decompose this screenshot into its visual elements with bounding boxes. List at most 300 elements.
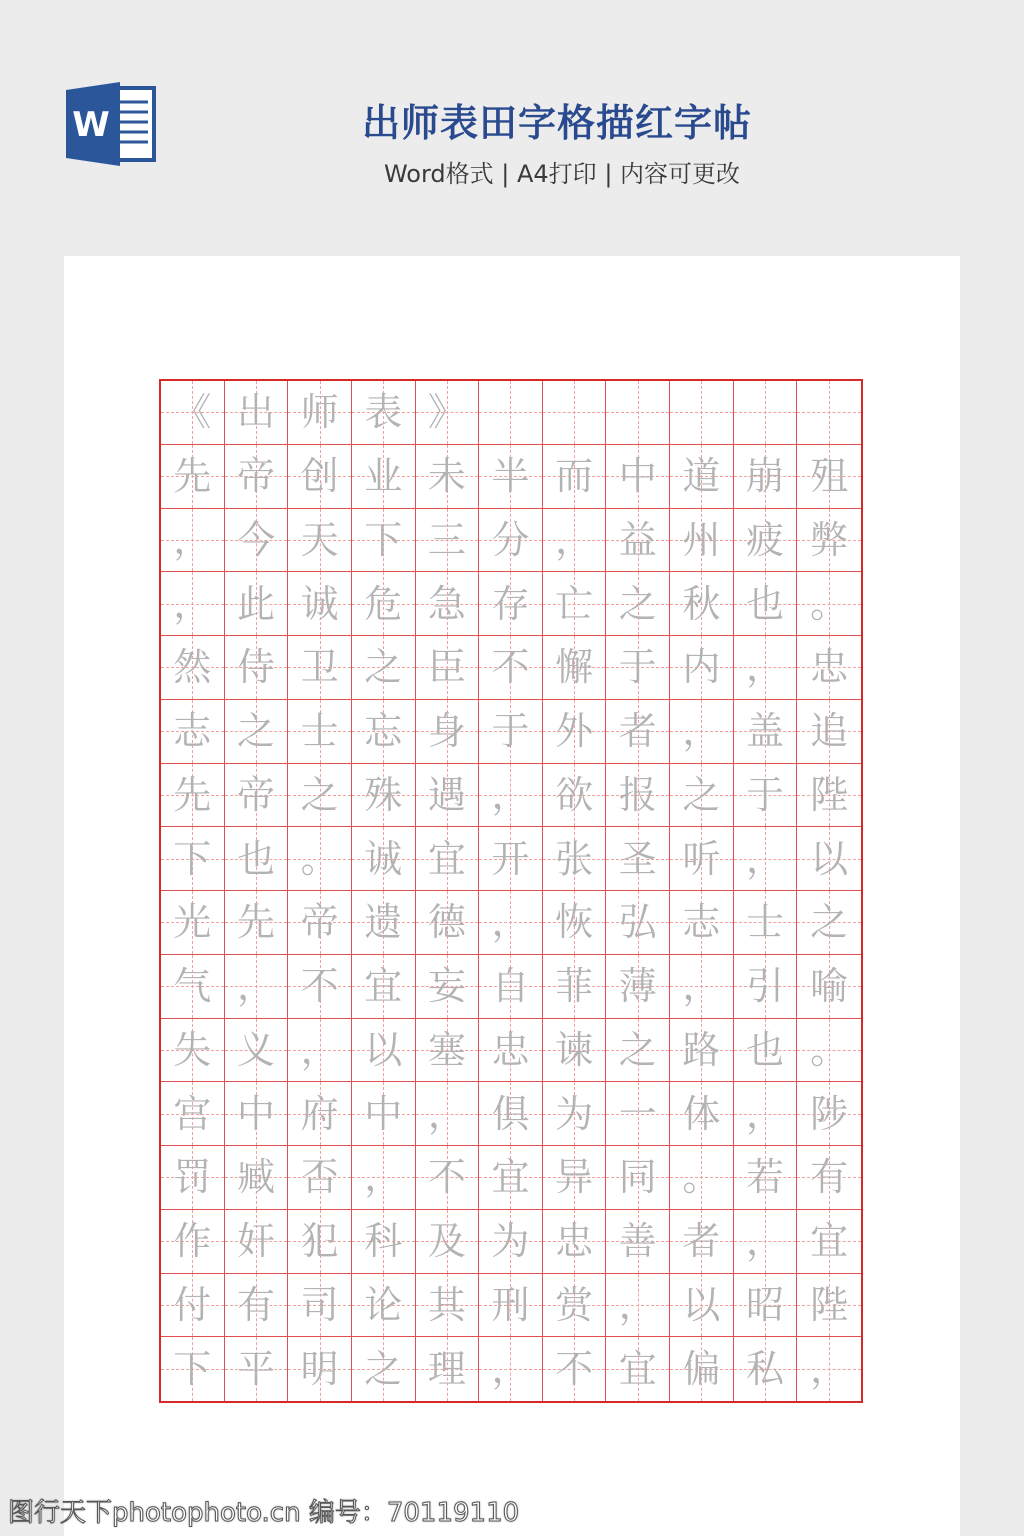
trace-character: 追 <box>810 709 849 754</box>
grid-cell <box>543 636 607 700</box>
grid-cell <box>670 1082 734 1146</box>
grid-cell <box>606 572 670 636</box>
grid-cell <box>543 1019 607 1083</box>
trace-character: 先 <box>236 900 275 945</box>
grid-cell <box>670 1019 734 1083</box>
grid-cell <box>670 1337 734 1401</box>
trace-character: 而 <box>555 454 594 499</box>
grid-cell <box>288 700 352 764</box>
trace-character: 若 <box>746 1155 785 1200</box>
grid-cell <box>670 1146 734 1210</box>
grid-cell <box>734 891 798 955</box>
grid-cell <box>225 827 289 891</box>
trace-character: 不 <box>427 1155 466 1200</box>
grid-cell <box>352 445 416 509</box>
trace-character: 忠 <box>491 1027 530 1072</box>
trace-character: 妄 <box>427 964 466 1009</box>
grid-cell <box>479 891 543 955</box>
trace-character: 疲 <box>746 517 785 562</box>
grid-cell <box>288 891 352 955</box>
grid-cell <box>161 827 225 891</box>
grid-cell <box>670 891 734 955</box>
trace-character: 论 <box>364 1282 403 1327</box>
grid-cell <box>543 509 607 573</box>
trace-character: 身 <box>427 709 466 754</box>
trace-character: 宫 <box>173 1091 212 1136</box>
grid-cell <box>734 381 798 445</box>
grid-cell <box>670 955 734 1019</box>
trace-character: 义 <box>236 1027 275 1072</box>
grid-cell <box>734 764 798 828</box>
trace-character: 之 <box>364 645 403 690</box>
grid-cell <box>797 572 861 636</box>
trace-character: 忠 <box>555 1219 594 1264</box>
grid-cell <box>670 700 734 764</box>
grid-cell <box>543 572 607 636</box>
trace-character: 侍 <box>236 645 275 690</box>
grid-cell <box>161 636 225 700</box>
grid-cell <box>288 445 352 509</box>
grid-cell <box>225 955 289 1019</box>
grid-cell <box>734 1337 798 1401</box>
trace-character: 同 <box>618 1155 657 1200</box>
grid-cell <box>288 636 352 700</box>
grid-cell <box>225 1019 289 1083</box>
grid-cell <box>352 955 416 1019</box>
grid-cell <box>606 381 670 445</box>
trace-character: 懈 <box>555 645 594 690</box>
trace-character: ， <box>746 1219 785 1264</box>
trace-character: 中 <box>236 1091 275 1136</box>
trace-character: 中 <box>364 1091 403 1136</box>
trace-character: 以 <box>682 1282 721 1327</box>
grid-cell <box>416 1019 480 1083</box>
grid-cell <box>797 1210 861 1274</box>
grid-cell <box>352 509 416 573</box>
trace-character: 秋 <box>682 581 721 626</box>
trace-character: 殂 <box>810 454 849 499</box>
grid-cell <box>225 572 289 636</box>
grid-cell <box>416 955 480 1019</box>
trace-character: 赏 <box>555 1282 594 1327</box>
grid-cell <box>225 381 289 445</box>
trace-character: 下 <box>173 1347 212 1392</box>
grid-cell <box>416 445 480 509</box>
trace-character: 先 <box>173 772 212 817</box>
trace-character: 宜 <box>427 836 466 881</box>
trace-character: 之 <box>618 581 657 626</box>
grid-cell <box>670 1210 734 1274</box>
trace-character: 听 <box>682 836 721 881</box>
grid-cell <box>161 1146 225 1210</box>
trace-character: ， <box>810 1347 849 1392</box>
trace-character: 之 <box>300 772 339 817</box>
grid-cell <box>479 764 543 828</box>
trace-character: 存 <box>491 581 530 626</box>
grid-cell <box>479 1146 543 1210</box>
trace-character: 罚 <box>173 1155 212 1200</box>
grid-cell <box>225 1210 289 1274</box>
grid-cell <box>797 381 861 445</box>
grid-cell <box>352 1210 416 1274</box>
grid-cell <box>797 636 861 700</box>
trace-character: 平 <box>236 1347 275 1392</box>
trace-character: 体 <box>682 1091 721 1136</box>
trace-character: ， <box>746 645 785 690</box>
trace-character: 之 <box>682 772 721 817</box>
grid-cell <box>161 891 225 955</box>
grid-cell <box>225 445 289 509</box>
grid-cell <box>606 700 670 764</box>
trace-character: 者 <box>682 1219 721 1264</box>
trace-character: 内 <box>682 645 721 690</box>
grid-cell <box>288 1082 352 1146</box>
grid-cell <box>288 1019 352 1083</box>
grid-cell <box>670 572 734 636</box>
grid-cell <box>797 700 861 764</box>
grid-cell <box>606 1210 670 1274</box>
trace-character: 府 <box>300 1091 339 1136</box>
trace-character: 陟 <box>810 1091 849 1136</box>
trace-character: 表 <box>364 390 403 435</box>
trace-character: 于 <box>746 772 785 817</box>
trace-character: 半 <box>491 454 530 499</box>
grid-cell <box>479 572 543 636</box>
grid-cell <box>543 1337 607 1401</box>
grid-cell <box>416 1082 480 1146</box>
grid-cell <box>606 764 670 828</box>
grid-cell <box>670 509 734 573</box>
tianzige-grid <box>159 379 863 1403</box>
trace-character: 诚 <box>300 581 339 626</box>
trace-character: 私 <box>746 1347 785 1392</box>
trace-character: 益 <box>618 517 657 562</box>
grid-cell <box>543 827 607 891</box>
grid-cell <box>225 1274 289 1338</box>
trace-character: 昭 <box>746 1282 785 1327</box>
trace-character: 不 <box>300 964 339 1009</box>
grid-cell <box>797 509 861 573</box>
grid-cell <box>288 572 352 636</box>
grid-cell <box>288 1146 352 1210</box>
grid-cell <box>606 891 670 955</box>
trace-character: ， <box>682 709 721 754</box>
grid-cell <box>797 1274 861 1338</box>
trace-character: ， <box>682 964 721 1009</box>
trace-character: 也 <box>746 1027 785 1072</box>
trace-character: 今 <box>236 517 275 562</box>
grid-cell <box>352 636 416 700</box>
grid-cell <box>797 764 861 828</box>
trace-character: ， <box>236 964 275 1009</box>
grid-cell <box>606 1337 670 1401</box>
grid-cell <box>416 1274 480 1338</box>
grid-cell <box>479 1337 543 1401</box>
grid-cell <box>288 764 352 828</box>
trace-character: 作 <box>173 1219 212 1264</box>
grid-cell <box>416 381 480 445</box>
trace-character: 亡 <box>555 581 594 626</box>
grid-cell <box>734 572 798 636</box>
grid-cell <box>543 381 607 445</box>
trace-character: 以 <box>810 836 849 881</box>
trace-character: 臧 <box>236 1155 275 1200</box>
trace-character: 急 <box>427 581 466 626</box>
grid-cell <box>734 509 798 573</box>
grid-cell <box>543 955 607 1019</box>
grid-cell <box>288 1210 352 1274</box>
trace-character: 此 <box>236 581 275 626</box>
trace-character: 。 <box>810 1027 849 1072</box>
trace-character: 偏 <box>682 1347 721 1392</box>
grid-cell <box>606 1019 670 1083</box>
trace-character: 喻 <box>810 964 849 1009</box>
trace-character: 诚 <box>364 836 403 881</box>
grid-cell <box>416 1337 480 1401</box>
grid-cell <box>734 1082 798 1146</box>
grid-cell <box>225 700 289 764</box>
trace-character: 臣 <box>427 645 466 690</box>
trace-character: 也 <box>746 581 785 626</box>
grid-cell <box>479 827 543 891</box>
grid-cell <box>543 1146 607 1210</box>
grid-cell <box>543 891 607 955</box>
grid-cell <box>734 1210 798 1274</box>
trace-character: 中 <box>618 454 657 499</box>
grid-cell <box>543 445 607 509</box>
trace-character: 其 <box>427 1282 466 1327</box>
grid-cell <box>225 764 289 828</box>
trace-character: 然 <box>173 645 212 690</box>
trace-character: 圣 <box>618 836 657 881</box>
grid-cell <box>606 509 670 573</box>
grid-cell <box>479 1274 543 1338</box>
grid-cell <box>670 445 734 509</box>
trace-character: 之 <box>364 1347 403 1392</box>
grid-cell <box>161 509 225 573</box>
grid-cell <box>288 381 352 445</box>
trace-character: 报 <box>618 772 657 817</box>
grid-cell <box>161 381 225 445</box>
trace-character: 善 <box>618 1219 657 1264</box>
trace-character: 开 <box>491 836 530 881</box>
trace-character: 陛 <box>810 772 849 817</box>
grid-cell <box>797 1337 861 1401</box>
trace-character: 忠 <box>810 645 849 690</box>
trace-character: 于 <box>491 709 530 754</box>
grid-cell <box>606 827 670 891</box>
trace-character: ， <box>173 517 212 562</box>
trace-character: 有 <box>810 1155 849 1200</box>
trace-character: 菲 <box>555 964 594 1009</box>
page-title: 出师表田字格描红字帖 <box>361 101 752 145</box>
trace-character: 宜 <box>491 1155 530 1200</box>
trace-character: 分 <box>491 517 530 562</box>
trace-character: 宜 <box>364 964 403 1009</box>
trace-character: 天 <box>300 517 339 562</box>
trace-character: 《 <box>173 390 212 435</box>
grid-cell <box>797 1146 861 1210</box>
grid-cell <box>416 636 480 700</box>
trace-character: 及 <box>427 1219 466 1264</box>
trace-character: 帝 <box>236 772 275 817</box>
grid-cell <box>479 1019 543 1083</box>
grid-cell <box>734 1146 798 1210</box>
grid-cell <box>352 1146 416 1210</box>
trace-character: 遇 <box>427 772 466 817</box>
trace-character: 业 <box>364 454 403 499</box>
grid-cell <box>352 1019 416 1083</box>
trace-character: 三 <box>427 517 466 562</box>
trace-character: 犯 <box>300 1219 339 1264</box>
trace-character: 不 <box>555 1347 594 1392</box>
grid-cell <box>734 955 798 1019</box>
grid-cell <box>797 445 861 509</box>
grid-cell <box>161 1337 225 1401</box>
trace-character: 卫 <box>300 645 339 690</box>
grid-cell <box>543 764 607 828</box>
trace-character: 俱 <box>491 1091 530 1136</box>
grid-cell <box>479 1082 543 1146</box>
grid-cell <box>225 891 289 955</box>
grid-cell <box>479 955 543 1019</box>
trace-character: 气 <box>173 964 212 1009</box>
grid-cell <box>543 1082 607 1146</box>
trace-character: 自 <box>491 964 530 1009</box>
grid-cell <box>161 1082 225 1146</box>
trace-character: 。 <box>682 1155 721 1200</box>
trace-character: 张 <box>555 836 594 881</box>
trace-character: 忘 <box>364 709 403 754</box>
grid-cell <box>734 1019 798 1083</box>
grid-cell <box>288 827 352 891</box>
grid-cell <box>606 1274 670 1338</box>
trace-character: 光 <box>173 900 212 945</box>
trace-character: 不 <box>491 645 530 690</box>
grid-cell <box>161 955 225 1019</box>
trace-character: 失 <box>173 1027 212 1072</box>
trace-character: 下 <box>173 836 212 881</box>
trace-character: 于 <box>618 645 657 690</box>
grid-cell <box>161 700 225 764</box>
trace-character: 引 <box>746 964 785 1009</box>
trace-character: 付 <box>173 1282 212 1327</box>
grid-cell <box>352 381 416 445</box>
trace-character: 盖 <box>746 709 785 754</box>
page-subtitle: Word格式 | A4打印 | 内容可更改 <box>383 160 741 188</box>
grid-cell <box>734 445 798 509</box>
grid-cell <box>288 955 352 1019</box>
trace-character: 创 <box>300 454 339 499</box>
trace-character: ， <box>555 517 594 562</box>
grid-cell <box>416 827 480 891</box>
grid-cell <box>479 700 543 764</box>
grid-cell <box>797 1082 861 1146</box>
trace-character: 出 <box>236 390 275 435</box>
trace-character: 路 <box>682 1027 721 1072</box>
trace-character: 志 <box>173 709 212 754</box>
trace-character: 帝 <box>300 900 339 945</box>
trace-character: 也 <box>236 836 275 881</box>
trace-character: 志 <box>682 900 721 945</box>
trace-character: 否 <box>300 1155 339 1200</box>
trace-character: 陛 <box>810 1282 849 1327</box>
trace-character: 。 <box>300 836 339 881</box>
grid-cell <box>797 827 861 891</box>
grid-cell <box>606 1082 670 1146</box>
trace-character: 恢 <box>555 900 594 945</box>
grid-cell <box>416 891 480 955</box>
grid-cell <box>288 509 352 573</box>
trace-character: 下 <box>364 517 403 562</box>
grid-cell <box>797 891 861 955</box>
grid-cell <box>225 509 289 573</box>
trace-character: 理 <box>427 1347 466 1392</box>
trace-character: 塞 <box>427 1027 466 1072</box>
grid-cell <box>606 445 670 509</box>
grid-cell <box>479 381 543 445</box>
grid-cell <box>797 1019 861 1083</box>
trace-character: ， <box>746 836 785 881</box>
grid-cell <box>352 764 416 828</box>
trace-character: 未 <box>427 454 466 499</box>
grid-cell <box>416 764 480 828</box>
grid-cell <box>479 1210 543 1274</box>
grid-cell <box>606 636 670 700</box>
watermark: 图行天下photophoto.cn 编号：70119110 <box>8 1498 520 1528</box>
grid-cell <box>543 1274 607 1338</box>
grid-cell <box>288 1337 352 1401</box>
trace-character: 弊 <box>810 517 849 562</box>
grid-cell <box>288 1274 352 1338</box>
grid-cell <box>352 1337 416 1401</box>
grid-cell <box>161 445 225 509</box>
grid-cell <box>225 1082 289 1146</box>
trace-character: 刑 <box>491 1282 530 1327</box>
trace-character: 欲 <box>555 772 594 817</box>
trace-character: 州 <box>682 517 721 562</box>
trace-character: 者 <box>618 709 657 754</box>
word-icon-letter: W <box>72 105 110 145</box>
trace-character: 先 <box>173 454 212 499</box>
trace-character: 士 <box>300 709 339 754</box>
grid-cell <box>416 509 480 573</box>
grid-cell <box>225 1146 289 1210</box>
trace-character: 外 <box>555 709 594 754</box>
grid-cell <box>352 572 416 636</box>
grid-cell <box>670 1274 734 1338</box>
trace-character: 弘 <box>618 900 657 945</box>
trace-character: 之 <box>810 900 849 945</box>
trace-character: ， <box>364 1155 403 1200</box>
grid-cell <box>734 700 798 764</box>
trace-character: 之 <box>236 709 275 754</box>
trace-character: 崩 <box>746 454 785 499</box>
trace-character: 士 <box>746 900 785 945</box>
trace-character: ， <box>491 772 530 817</box>
trace-character: ， <box>427 1091 466 1136</box>
grid-cell <box>543 1210 607 1274</box>
trace-character: 以 <box>364 1027 403 1072</box>
trace-character: 薄 <box>618 964 657 1009</box>
trace-character: ， <box>746 1091 785 1136</box>
grid-cell <box>352 1274 416 1338</box>
trace-character: 德 <box>427 900 466 945</box>
trace-character: 之 <box>618 1027 657 1072</box>
trace-character: 为 <box>491 1219 530 1264</box>
trace-character: 宜 <box>810 1219 849 1264</box>
grid-cell <box>670 381 734 445</box>
